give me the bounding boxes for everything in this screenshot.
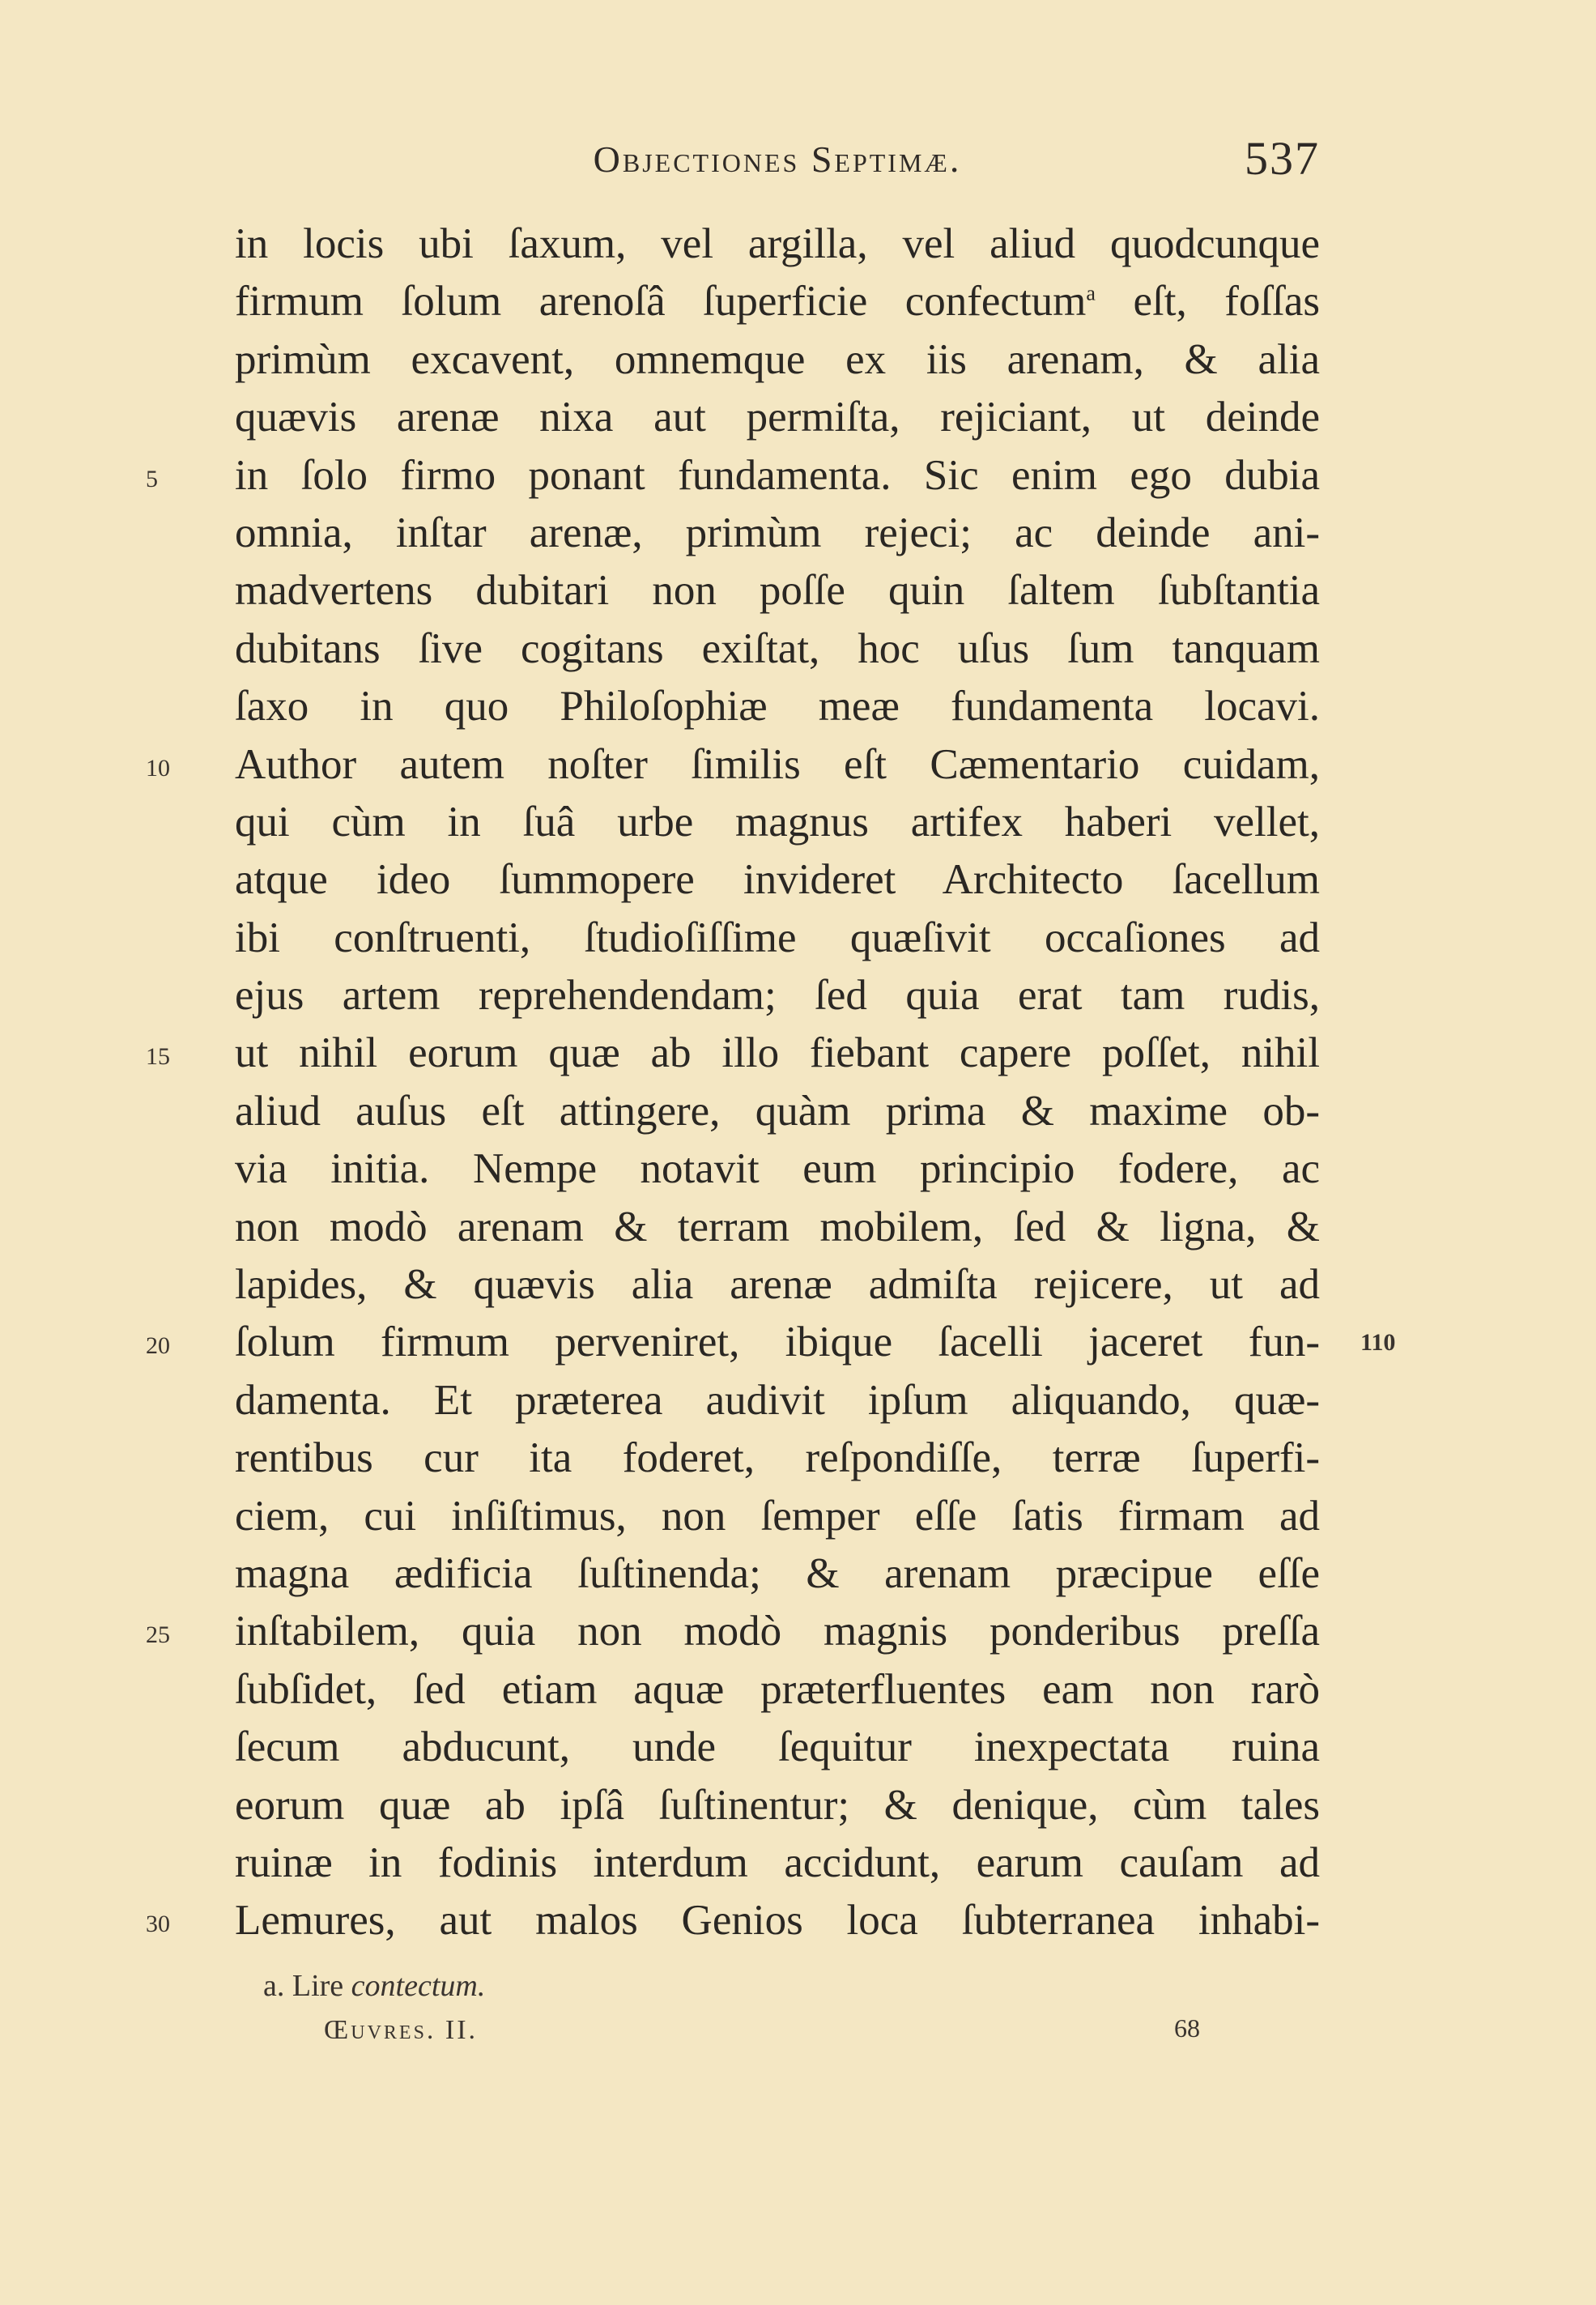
line-number: 25 (146, 1621, 170, 1649)
text-line: damenta. Et præterea audivit ipſum aliquando, quæ- (235, 1376, 1320, 1424)
page-number: 537 (1245, 132, 1320, 185)
line-number: 10 (146, 754, 170, 782)
running-head (235, 132, 1320, 202)
text-line: eorum quæ ab ipſâ ſuſtinentur; & denique, cùm tales (235, 1781, 1320, 1829)
text-line: via initia. Nempe notavit eum principio fodere, ac (235, 1145, 1320, 1193)
signature-left: Œuvres. II. (324, 2015, 479, 2045)
line-number: 5 (146, 465, 158, 492)
line-number: 20 (146, 1332, 170, 1360)
text-line: 5 in ſolo firmo ponant fundamenta. Sic enim ego dubia (235, 447, 1320, 505)
text-line: magna ædificia ſuſtinenda; & arenam præcipue eſſe (235, 1549, 1320, 1597)
text-line: firmum ſolum arenoſâ ſuperficie confectum$^a$ eſt, foſſas (235, 278, 1320, 326)
text-line: ibi conſtruenti, ſtudioſiſſime quæſivit occaſiones ad (235, 914, 1320, 961)
text-line: lapides, & quævis alia arenæ admiſta rejicere, ut ad (235, 1261, 1320, 1309)
text-line: ciem, cui inſiſtimus, non ſemper eſſe ſatis firmam ad (235, 1492, 1320, 1540)
text-line: non modò arenam & terram mobilem, ſed & ligna, & (235, 1203, 1320, 1250)
text-line: qui cùm in ſuâ urbe magnus artifex haberi vellet, (235, 798, 1320, 846)
text-line: ruinæ in fodinis interdum accidunt, earum cauſam ad (235, 1838, 1320, 1886)
signature-right: 68 (1174, 2013, 1200, 2043)
margin-page-marker: 110 (1360, 1329, 1396, 1357)
text-line: aliud auſus eſt attingere, quàm prima & maxime ob- (235, 1087, 1320, 1135)
text-line: rentibus cur ita foderet, reſpondiſſe, terræ ſuperfi- (235, 1434, 1320, 1482)
text-line: quævis arenæ nixa aut permiſta, rejiciant, ut deinde (235, 394, 1320, 441)
footnote-word: contectum. (351, 1969, 486, 2003)
text-line: atque ideo ſummopere invideret Architecto ſacellum (235, 856, 1320, 904)
text-line: ſubſidet, ſed etiam aquæ præterfluentes eam non rarò (235, 1665, 1320, 1713)
footnote-ref: a (1086, 281, 1096, 305)
text-line: 30 Lemures, aut malos Genios loca ſubterranea inhabi- (235, 1892, 1320, 1949)
running-title: Objectiones Septimæ. (593, 138, 962, 180)
text-line: in locis ubi ſaxum, vel argilla, vel aliud quodcunque (235, 220, 1320, 267)
text-line: 15 ut nihil eorum quæ ab illo fiebant capere poſſet, nihil (235, 1025, 1320, 1082)
text-line: omnia, inſtar arenæ, primùm rejeci; ac deinde ani- (235, 509, 1320, 556)
text-line: ejus artem reprehendendam; ſed quia erat tam rudis, (235, 972, 1320, 1020)
body-text (146, 215, 1396, 1950)
text-line: 25 inſtabilem, quia non modò magnis ponderibus preſſa (235, 1603, 1320, 1660)
text-line: 20 ſolum firmum perveniret, ibique ſacelli jaceret fun- 110 (235, 1314, 1320, 1371)
line-number: 30 (146, 1911, 170, 1938)
text-line: 10 Author autem noſter ſimilis eſt Cæmentario cuidam, (235, 736, 1320, 794)
footnote (263, 1968, 485, 2004)
text-line: dubitans ſive cogitans exiſtat, hoc uſus ſum tanquam (235, 624, 1320, 672)
footnote-label: a. Lire (263, 1969, 351, 2003)
text-line: madvertens dubitari non poſſe quin ſaltem ſubſtantia (235, 567, 1320, 615)
line-number: 15 (146, 1043, 170, 1071)
text-line: primùm excavent, omnemque ex iis arenam, & alia (235, 335, 1320, 383)
text-line: ſaxo in quo Philoſophiæ meæ fundamenta locavi. (235, 683, 1320, 731)
text-line: ſecum abducunt, unde ſequitur inexpectata ruina (235, 1723, 1320, 1771)
